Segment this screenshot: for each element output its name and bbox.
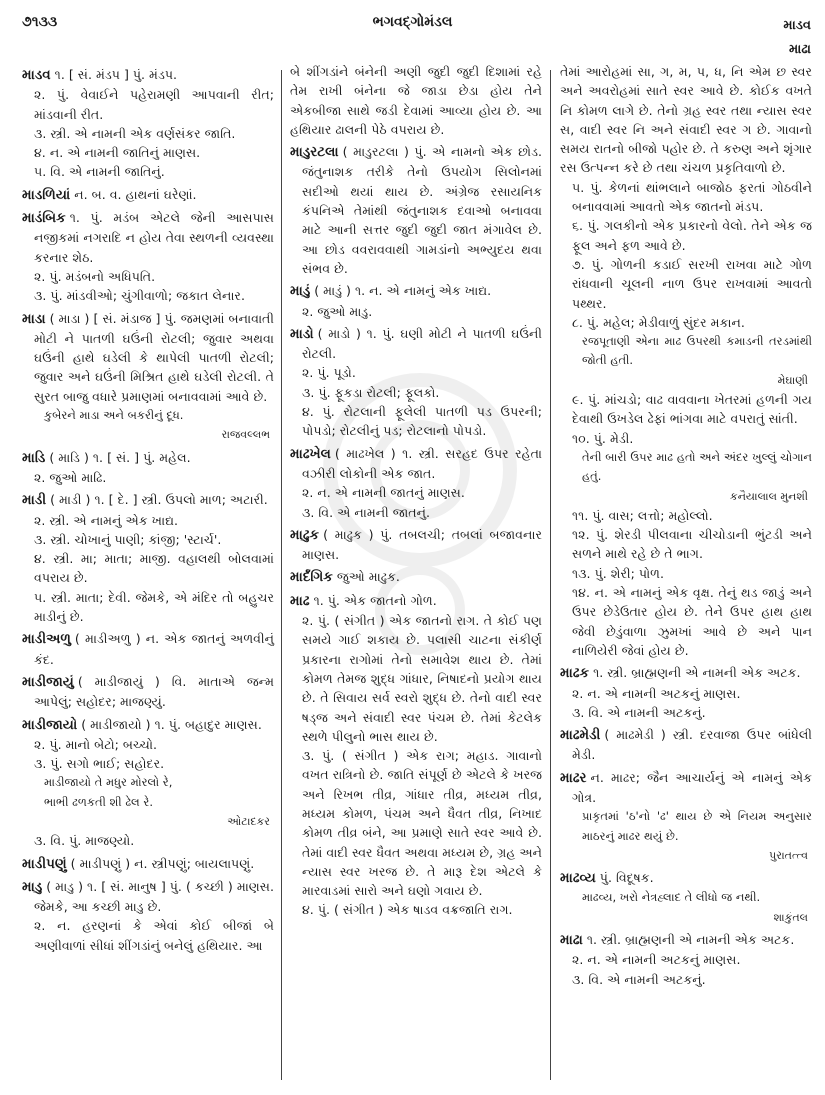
sense-definition: ૩. વિ. એ નામની અટકનું. [572, 704, 706, 720]
continued-definition: બે શીંગડાંને બંનેની અણી જુદી જુદી દિશામાં રહે તેમ રાખી બંનેના જે જાડા છેડા હોય તેને એકબીજા સાથે જડી દેવામાં આવ્યા હોય છે. આ હથિયાર ઢાલની પેઠે વપરાય છે. [290, 64, 542, 137]
sense-definition: ૭. પું. ગોળની કડાઈ સરખી રાખવા માટે ગોળ રાંધવાની ચૂલની નાળ ઉપર રાખવામાં આવતો પથ્થર. [572, 256, 812, 311]
dictionary-entry [22, 877, 274, 917]
headword: માડળિયાં [22, 186, 71, 203]
sense-definition: ૩. પું. સગો ભાઈ; સહોદર. [34, 756, 165, 772]
definition-text: ( માઢખેલ ) ૧. સ્ત્રી. સરહદ ઉપર રહેતા વઝીરી લોકોની એક જાત. [302, 445, 542, 481]
page-number: ૭૧૩૩ [22, 14, 58, 30]
headword: માડીઅળુ [22, 631, 71, 648]
definition-text: ( માડુરટલા ) પું. એ નામનો એક છોડ. જંતુનાશક તરીકે તેનો ઉપયોગ સિલોનમાં સદીઓ થયાં થાય છે. અંગ્રેજ રસાયનિક કંપનિએ તેમાંથી જંતુનાશક દવાઓ બનાવવા માટે આની સત્તર જુદી જુદી જાત મંગાવેલ છે. આ છોડ વવરાવવાથી ગામડાંનો અભ્યુદય થવા સંભવ છે. [302, 144, 542, 276]
headword: માડી [22, 492, 47, 509]
book-title: ભગવદ્ગોમંડલ [372, 14, 453, 30]
citation-quote: કુબેરને માડા અને બકરીનું દૂધ. [44, 408, 184, 423]
sense-definition: ૨. ન. એ નામની અટકનું માણસ. [572, 685, 741, 701]
sense-definition: ૨. પું. ( સંગીત ) એક જાતનો રાગ. તે કોઈ પણ સમયે ગાઈ શકાય છે. પલાસી ચાટના સંકીર્ણ પ્રકારના રાગોમાં તેનો સમાવેશ થાય છે. તેમાં કોમળ તેમજ શુદ્ધ ગાંધાર, નિષાદનો પ્રયોગ થાય છે. તે સિવાય સર્વ સ્વરો શુદ્ધ છે. તેનો વાદી સ્વર ષડ્જ અને સંવાદી સ્વર પંચમ છે. તેમાં કેટલેક સ્થળે પીલુનો ભાસ થાય છે. [302, 613, 542, 744]
citation-quote: ભાભી ઢળકતી શી ઢેલ રે. [44, 794, 154, 809]
headword: માઢુક [290, 526, 320, 543]
dictionary-entry [22, 448, 274, 468]
sense-definition: ૮. પું. મહેલ; મેડીવાળું સુંદર મકાન. [572, 314, 745, 330]
dictionary-entry [290, 444, 542, 484]
definition-text: ( માડિ ) ૧. [ સં. ] પું. મહેલ. [49, 449, 191, 465]
headword: માઢ [290, 592, 310, 609]
dictionary-entry [290, 591, 542, 611]
definition-text: ( માડી ) ૧. [ દે. ] સ્ત્રી. ઉપલો માળ; અટારી. [50, 492, 268, 508]
sense-definition: ૪. પું. ( સંગીત ) એક ષાડવ વક્રજાતિ રાગ. [302, 902, 513, 918]
dictionary-entry [560, 768, 812, 808]
headword: માડીજાયું [22, 673, 74, 690]
dictionary-entry [560, 930, 812, 950]
headword: માઢર [560, 769, 587, 786]
dictionary-entry [22, 854, 274, 874]
definition-text: ( માડા ) [ સં. મંડાજ ] પું. જમણમાં બનાવાતી મોટી ને પાતળી ઘઉંની રોટલી; જુવાર અથવા ઘઉંની હાથે ઘડેલી કે થાપેલી પાતળી રોટલી; જુવાર અને ઘઉંની મિશ્રિત હાથે ઘડેલી રોટલી. તે સુરત બાજુ વધારે પ્રમાણમાં બનાવવામાં આવે છે. [34, 310, 274, 404]
sense-definition: ૧૧. પું. વાસ; લત્તો; મહોલ્લો. [572, 507, 713, 523]
sense-definition: ૩. સ્ત્રી. ચોખાનું પાણી; કાંજી; 'સ્ટાર્ચ'. [34, 531, 222, 547]
definition-text: ૧. પું. એક જાતનો ગોળ. [313, 592, 437, 608]
headword: માઢા [560, 932, 583, 949]
citation-quote: રજપૂતાણી એના માઢ ઉપરથી કમાડની તરડમાંથી જોતી હતી. [582, 334, 812, 368]
definition-text: ( માડીઅળુ ) ન. એક જાતનું અળવીનું કંદ. [34, 631, 274, 667]
guide-word-last: માઢા [788, 42, 811, 57]
column-1 [22, 62, 274, 955]
sense-definition: ૧૦. પું. મેડી. [572, 430, 634, 446]
citation-source: કનૈયાલાલ મુનશી [729, 489, 808, 503]
sense-definition: ૩. વિ. એ નામની અટકનું. [572, 971, 706, 987]
dictionary-entry [22, 715, 274, 735]
definition-text: ( માઢુક ) પું. તબલચી; તબલાં બજાવનાર માણસ. [302, 526, 542, 563]
citation-source: પુરાતત્ત્વ [769, 848, 808, 862]
definition-text: ( માડીજાયું ) વિ. માતાએ જન્મ આપેલું; સહોદર; માજણ્યું. [34, 673, 274, 710]
dictionary-entry [22, 65, 274, 85]
headword: માડીજાયો [22, 716, 78, 733]
citation-source: રાજવલ્લભ [221, 428, 270, 442]
headword: માડવ [22, 67, 51, 83]
headword: માર્દંગિક [290, 569, 333, 586]
definition-text: ૧. સ્ત્રી. બ્રાહ્મણની એ નામની એક અટક. [586, 932, 795, 948]
headword: માડંબિક [22, 210, 66, 227]
guide-words [783, 14, 811, 62]
headword: માડું [290, 283, 311, 300]
sense-definition: ૫. વિ. એ નામની જાતિનું. [34, 164, 165, 180]
column-2 [290, 62, 542, 920]
dictionary-entry [22, 490, 274, 510]
sense-definition: ૯. પું. માંચડો; વાઢ વાવવાના ખેતરમાં હળની ગય દેવાથી ઉખડેલ ઢેફાં ભાંગવા માટે વપરાતું સાંતી. [572, 392, 812, 427]
sense-definition: ૪. પું. રોટલાની ફૂલેલી પાતળી પડ ઉપરની; પોપડો; રોટલીનું પડ; રોટલાનો પોપડો. [302, 404, 542, 439]
sense-definition: ૩. પું. ( સંગીત ) એક રાગ; મહાડ. ગાવાનો વખત રાત્રિનો છે. જાતિ સંપૂર્ણ છે એટલે કે ખરજ અને રિખભ તીવ્ર, ગાંધાર તીવ્ર, મધ્યમ તીવ્ર, મધ્યમ કોમળ, પંચમ અને ધૈવત તીવ્ર, નિખાદ કોમળ તીવ્ર બંને, આ પ્રમાણે સાતે સ્વર આવે છે. તેમાં વાદી સ્વર ધૈવત અથવા મધ્યમ છે, ગ્રહ અને ન્યાસ સ્વર ખરજ છે. તે મારૂ દેશ એટલે કે મારવાડમાં સારો અને ઘણો ગવાય છે. [302, 748, 542, 899]
headword: માઢમેડી [560, 727, 601, 744]
definition-text: ૧. પું. મડંબ એટલે જેની આસપાસ નજીકમાં નગરાદિ ન હોય તેવા સ્થળની વ્યવસ્થા કરનાર શેઠ. [34, 210, 274, 265]
sense-definition: ૩. સ્ત્રી. એ નામની એક વર્ણસંકર જાતિ. [34, 125, 236, 141]
headword: માઢખેલ [290, 445, 331, 462]
sense-definition: ૨. ન. હરણનાં કે એવાં કોઈ બીજાં બે અણીવાળાં સીધાં શીંગડાંનું બનેલું હથિયાર. આ [34, 918, 274, 953]
headword: માઢવ્ય [560, 870, 596, 887]
sense-definition: ૬. પું. ગલકીનો એક પ્રકારનો વેલો. તેને એક જ ફૂલ અને ફળ આવે છે. [572, 218, 812, 253]
sense-definition: ૪. સ્ત્રી. મા; માતા; માજી. વહાલથી બોલવામાં વપરાય છે. [34, 551, 274, 586]
sense-definition: ૫. સ્ત્રી. માતા; દેવી. જેમકે, એ મંદિર તો બહુચર માડીનું છે. [34, 589, 274, 625]
column-divider [281, 70, 282, 1080]
sense-definition: ૫. પું. કેળનાં થાંભલાને બાજોઠ ફરતાં ગોઠવીને બનાવવામાં આવતો એક જાતનો મંડપ. [572, 179, 812, 215]
sense-definition: ૨. પું. પૂડો. [302, 365, 356, 381]
definition-text: ( માઢમેડી ) સ્ત્રી. દરવાજા ઉપર બાંધેલી મેડી. [572, 727, 812, 763]
sense-definition: ૨. જુઓ માડુ. [302, 303, 373, 319]
headword: માડો [290, 325, 314, 342]
page-header [0, 14, 825, 64]
dictionary-entry [22, 185, 274, 205]
sense-definition: ૩. પું. ફૂકડા રોટલી; ફૂલકો. [302, 384, 440, 400]
dictionary-entry [22, 629, 274, 669]
citation-source: શાકુંતલ [773, 910, 808, 924]
sense-definition: ૨. સ્ત્રી. એ નામનું એક ખાદ્ય. [34, 512, 178, 528]
definition-text: ( માડુ ) ૧. [ સં. માનુષ ] પું. ( કચ્છી ) માણસ. જેમકે, આ કચ્છી માડુ છે. [34, 878, 274, 915]
continued-definition: તેમાં આરોહમાં સા, ગ, મ, પ, ધ, નિ એમ છ સ્વર અને અવરોહમાં સાતે સ્વર આવે છે. કોઈક વખતે નિ કોમળ લાગે છે. તેનો ગ્રહ સ્વર તથા ન્યાસ સ્વર સ, વાદી સ્વર નિ અને સંવાદી સ્વર ગ છે. ગાવાનો સમય રાતનો બીજો પહોર છે. તે કરુણ અને શૃંગાર રસ ઉત્પન્ન કરે છે તથા ચંચળ પ્રકૃતિવાળો છે. [560, 64, 812, 176]
headword: માડુ [22, 878, 43, 895]
sense-definition: ૧૪. ન. એ નામનું એક વૃક્ષ. તેનું થડ જાડું અને ઉપર છેડેઉતાર હોય છે. તેને ઉપર હાથ હાથ જેવી છેડુંવાળા ઝુમખાં આવે છે અને પાન નાળિયેરી જેવાં હોય છે. [572, 585, 812, 658]
definition-text: ન. બ. વ. હાથનાં ઘરેણાં. [74, 186, 197, 202]
citation-quote: તેની બારી ઉપર માઢ હતો અને અંદર ખુલ્લું ચોગાન હતું. [582, 449, 812, 484]
sense-definition: ૨. પું. વેવાઈને પહેરામણી આપવાની રીત; માંડવાની રીત. [34, 87, 274, 122]
sense-definition: ૨. ન. એ નામની જાતનું માણસ. [302, 485, 465, 501]
citation-source: ઓટાદકર [227, 814, 270, 828]
citation-quote: માડીજાયો તે મધુર મોરલો રે, [44, 775, 173, 790]
sense-definition: ૨. જુઓ માઢિ. [34, 469, 107, 485]
headword: માડિ [22, 449, 46, 466]
definition-text: ( માડો ) ૧. પું. ઘણી મોટી ને પાતળી ઘઉંની રોટલી. [302, 325, 542, 362]
citation-quote: માઢવ્ય, ખરો નેત્રહ્લાદ તે લીધો જ નથી. [582, 890, 761, 905]
column-divider [550, 70, 551, 1080]
dictionary-entry [560, 868, 812, 888]
sense-definition: ૪. ન. એ નામની જાતિનું માણસ. [34, 145, 201, 161]
sense-definition: ૧૩. પું. શેરી; પોળ. [572, 565, 664, 581]
headword: માઢક [560, 665, 590, 682]
sense-definition: ૩. વિ. એ નામની જાતનું. [302, 504, 431, 520]
column-3 [560, 62, 812, 989]
headword: માડા [22, 310, 46, 327]
definition-text: ( માડીજાયો ) ૧. પું. બહાદુર માણસ. [81, 716, 262, 732]
definition-text: ( માડીપણું ) ન. સ્ત્રીપણું; બાયલાપણું. [70, 855, 255, 871]
sense-definition: ૩. વિ. પું. માજણ્યો. [34, 833, 135, 849]
sense-definition: ૨. ન. એ નામની અટકનું માણસ. [572, 952, 741, 968]
dictionary-entry [22, 208, 274, 267]
definition-text: ૧. [ સં. મંડપ ] પું. મંડપ. [54, 67, 178, 82]
definition-text: પું. વિદૂષક. [599, 870, 654, 886]
dictionary-entry [290, 324, 542, 364]
sense-definition: ૩. પું. માંડવીઓ; ચુંગીવાળો; જકાત લેનાર. [34, 288, 245, 304]
definition-text: ન. માઢર; જૈન આચાર્યનું એ નામનું એક ગોત્ર. [572, 769, 812, 805]
sense-definition: ૨. પું. મડંબનો અધિપતિ. [34, 268, 156, 284]
dictionary-entry [290, 525, 542, 565]
dictionary-entry [290, 142, 542, 278]
citation-quote: પ્રાકૃતમાં 'ઠ'નો 'ઢ' થાય છે એ નિયમ અનુસાર માઠરનું માઢર થયું છે. [582, 809, 812, 843]
headword: માડુરટલા [290, 144, 339, 161]
definition-text: ( માડું ) ૧. ન. એ નામનું એક ખાદ્ય. [314, 283, 492, 299]
guide-word-first: માડવ [783, 18, 811, 33]
dictionary-entry [290, 281, 542, 301]
sense-definition: ૧૨. પું. શેરડી પીલવાના ચીચોડાની ભુંટડી અને સળને માથે રહે છે તે ભાગ. [572, 527, 812, 562]
definition-text: જુઓ માઢુક. [336, 569, 400, 585]
dictionary-entry [290, 567, 542, 587]
citation-source: મેઘાણી [777, 373, 808, 387]
headword: માડીપણું [22, 855, 67, 872]
sense-definition: ૨. પું. માનો બેટો; બચ્ચો. [34, 736, 158, 752]
dictionary-entry [560, 663, 812, 683]
dictionary-entry [22, 672, 274, 712]
definition-text: ૧. સ્ત્રી. બ્રાહ્મણની એ નામની એક અટક. [593, 665, 801, 681]
dictionary-entry [560, 725, 812, 765]
dictionary-entry [22, 309, 274, 406]
